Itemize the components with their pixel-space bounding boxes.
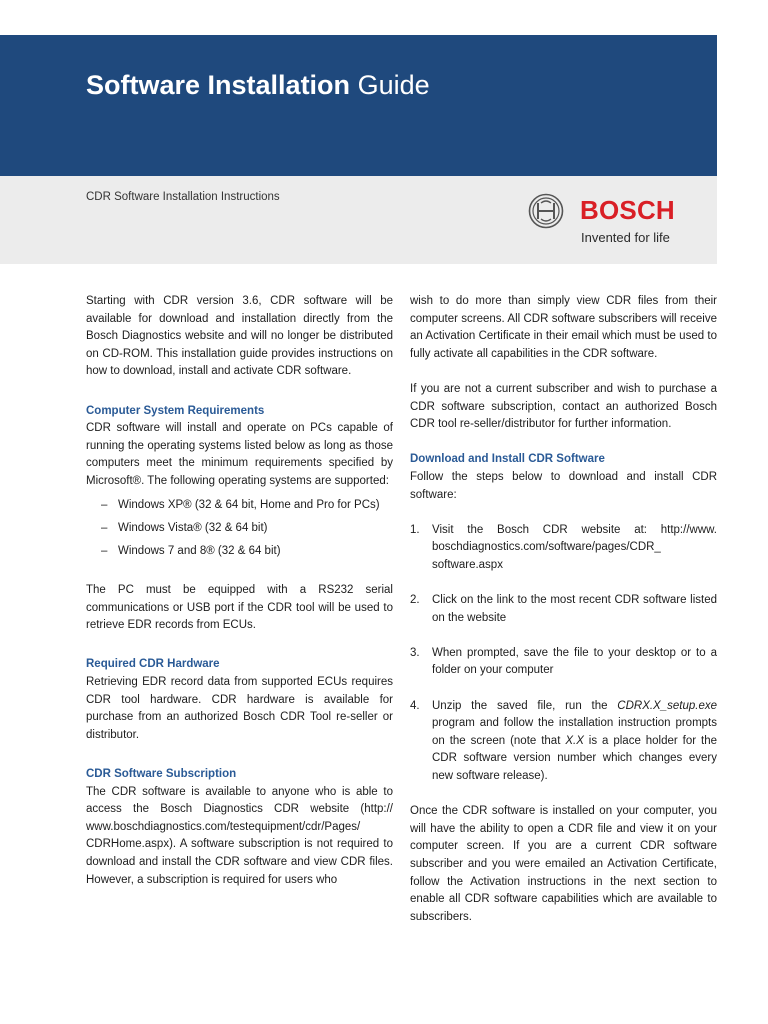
step-text: Click on the link to the most recent CDR software listed on the website <box>432 594 717 624</box>
step-text: Visit the Bosch CDR website at: http://www. boschdiagnostics.com/software/pages/CDR_ software.aspx <box>432 523 717 571</box>
title-light: Guide <box>357 70 430 100</box>
hardware-paragraph: Retrieving EDR record data from supported ECUs requires CDR tool hardware. CDR hardware is available for purchase from an authorized Bosch CDR Tool re-seller or distributor. <box>86 676 393 741</box>
document-subtitle: CDR Software Installation Instructions <box>86 191 280 203</box>
section-heading-download: Download and Install CDR Software <box>410 453 605 466</box>
non-subscriber-paragraph: If you are not a current subscriber and wish to purchase a CDR software subscription, contact an authorized Bosch CDR tool re-seller/distributor for further information. <box>410 382 717 431</box>
intro-paragraph: Starting with CDR version 3.6, CDR software will be available for download and installation directly from the Bosch Diagnostics website and will no longer be distributed on CD-ROM. This installation guide provides instructions on how to download, install and activate CDR software. <box>86 295 393 378</box>
os-list <box>86 497 393 561</box>
step-number: 1. <box>410 523 420 536</box>
step-number: 2. <box>410 594 420 607</box>
page-title <box>86 68 430 102</box>
list-item <box>410 645 717 680</box>
brand-name: BOSCH <box>580 195 675 225</box>
step-text: When prompted, save the file to your desktop or to a folder on your computer <box>432 646 717 677</box>
bosch-armature-icon <box>528 193 564 229</box>
section-heading-hardware: Required CDR Hardware <box>86 658 220 671</box>
list-item: – Windows XP® (32 & 64 bit, Home and Pro for PCs) <box>86 497 393 515</box>
download-intro-paragraph: Follow the steps below to download and install CDR software: <box>410 470 717 501</box>
setup-filename: CDRX.X_setup.exe <box>617 699 717 712</box>
list-item <box>410 592 717 627</box>
title-strong: Software Installation <box>86 70 351 100</box>
subscription-continued-paragraph: wish to do more than simply view CDR files from their computer screens. All CDR software subscribers will receive an Activation Certificate in their email which must be used to fully activate all capabilities in the CDR software. <box>410 295 717 360</box>
subscription-paragraph: The CDR software is available to anyone who is able to access the Bosch Diagnostics CDR website (http:// www.boschdiagnostics.com/testequipment/cdr/Pages/ CDRHome.aspx). A software subscription is not required to download and install the CDR software and view CDR files. However, a subscription is required for users who <box>86 785 393 886</box>
right-column <box>410 293 717 926</box>
post-install-paragraph: Once the CDR software is installed on your computer, you will have the ability to open a CDR file and view it on your computer screen. If you are a current CDR software subscriber and you were emailed an Activation Certificate, follow the Activation instructions in the next section to enable all CDR software capabilities which are available to subscribers. <box>410 805 717 923</box>
pc-requirements-paragraph: The PC must be equipped with a RS232 serial communications or USB port if the CDR tool will be used to retrieve EDR records from ECUs. <box>86 584 393 632</box>
step-number: 3. <box>410 646 420 659</box>
list-item: – Windows 7 and 8® (32 & 64 bit) <box>86 543 393 561</box>
step-text: program and follow the installation instruction prompts on the screen (note that <box>432 717 717 747</box>
section-heading-subscription: CDR Software Subscription <box>86 768 237 781</box>
header-banner <box>0 35 717 176</box>
step-text: Unzip the saved file, run the <box>432 699 618 712</box>
brand-tagline: Invented for life <box>581 230 670 245</box>
requirements-paragraph: CDR software will install and operate on PCs capable of running the operating systems listed below as long as those computers meet the minimum requirements specified by Microsoft®. The following operating systems are supported: <box>86 422 393 487</box>
step-text: is a place holder for the CDR software version number which changes every new software release). <box>432 734 717 783</box>
left-column <box>86 293 393 889</box>
version-placeholder: X.X <box>565 734 584 747</box>
section-heading-requirements: Computer System Requirements <box>86 404 265 417</box>
step-number: 4. <box>410 699 420 712</box>
list-item: – Windows Vista® (32 & 64 bit) <box>86 520 393 538</box>
list-item <box>410 698 717 786</box>
install-steps-list <box>410 522 717 786</box>
list-item <box>410 522 717 575</box>
